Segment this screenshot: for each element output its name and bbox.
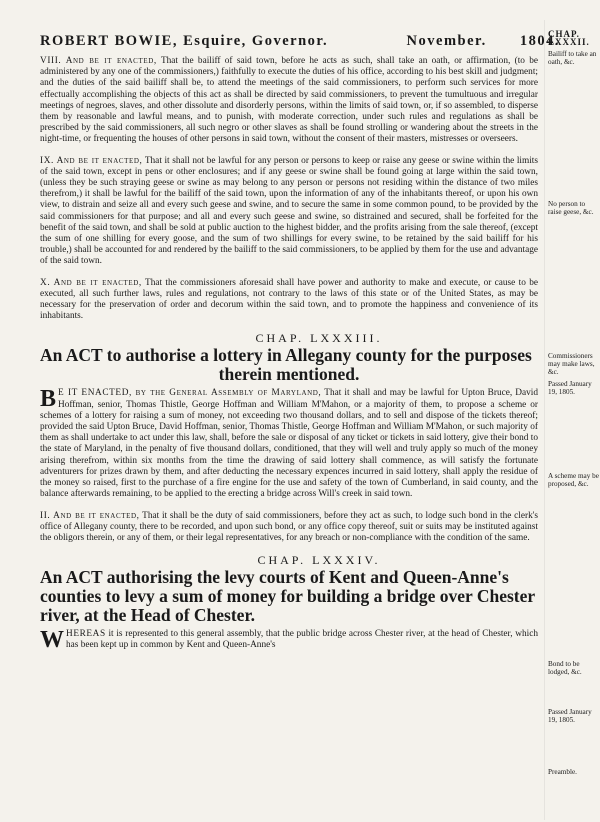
header-year: 1804.: [519, 33, 560, 49]
section-text: That it shall be the duty of said commissioners, before they act as such, to lodge such bond in the clerk's office of Allegany county, there to be recorded, and upon such bond, or any office copy thereof, suit or suits may be instituted against the obligors therein, or any of them, or their legal representatives, for any breach or non-compliance with the condition of the same.: [40, 510, 539, 543]
margin-chap-note: CHAP. LXXXII.: [548, 29, 590, 47]
act-title-lxxxiv: [40, 568, 538, 625]
section-lead: HEREAS: [66, 629, 106, 640]
section-lead: X. And be it enacted,: [40, 277, 142, 288]
running-header: [40, 33, 560, 50]
section-lead: VIII. And be it enacted,: [40, 56, 157, 66]
margin-note-preamble: Preamble.: [548, 768, 577, 776]
chapter-heading-lxxxiii: CHAP. LXXXIII.: [255, 331, 383, 346]
act-title-lxxxiii: [40, 346, 538, 384]
lxxxiii-section-i: [40, 388, 538, 500]
section-text: That it shall not be lawful for any person or persons to keep or raise any geese or swine within the limits of the said town, except in pens or other enclosures; and if any geese or swine shall be found going at large within the said town, (unless they be such straying geese or swine as may belong to any person or persons not residing within the distance of two miles therefrom,) it shall be lawful for the bailiff of the said town, upon the information of any of the inhabitants thereof, or upon his own view, to distrain and seize all and every such geese and swine, and to secure the same in some common pound, to be provided by the said commissioners for that purpose; and all and every such geese and swine, so distrained and secured, shall be forfeited for the benefit of the said town, and shall be sold at public auction to the highest bidder, and the profits arising from the sale thereof, (except the sum of one shilling for every goose, and the sum of two shillings for every swine, to be retained by the said bailiff for his trouble,) shall be accounted for and rendered by the bailiff to the said commissioners, to be applied by them for the use and advantage of the said town.: [40, 155, 538, 267]
section-lead: E IT ENACTED, by the General Assembly of Maryland,: [58, 388, 322, 399]
section-viii: [40, 56, 538, 146]
act-title-line: counties to levy a sum of money for building a bridge over Chester: [40, 586, 536, 607]
act-title-line: An ACT to authorise a lottery in Allegany county for the purposes: [40, 345, 532, 366]
margin-note-no-geese: No person to raise geese, &c.: [548, 200, 594, 216]
section-lead: IX. And be it enacted,: [40, 155, 143, 166]
section-text: That it shall and may be lawful for Upton Bruce, David Hoffman, senior, Thomas Thistle, George Hoffman and William M'Mahon, or a majority of them, to propose a scheme or schemes of a lottery for raising a sum of money, not exceeding two thousand dollars, and to sell and dispose of the tickets thereof; provided the said Upton Bruce, David Hoffman, senior, Thomas Thistle, George Hoffman and William M'Mahon, or such majority of them as shall undertake to act under this law, shall, before the sale or disposal of any ticket or tickets in said lottery, give their bond to the state of Maryland, in the penalty of five thousand dollars, conditioned, that they will well and truly apply so much of the money arising therefrom, within six months from the time the drawing of said lottery shall commence, as will satisfy the fortunate adventurers for prizes drawn by them, and after deducting the necessary expences incurred in said lottery, shall apply the residue of the money so raised, first to the purchase of a fire engine for the use and safety of the town of Cumberland, in said county, and the balance afterwards remaining, to be applied to the erecting a bridge across Will's creek in said town.: [40, 388, 538, 500]
margin-divider: [544, 20, 545, 820]
lxxxiii-section-ii: [40, 511, 538, 545]
page-body: [40, 56, 538, 652]
margin-note-scheme: A scheme may be proposed, &c.: [548, 472, 599, 488]
drop-cap: W: [40, 627, 64, 654]
lxxxiv-preamble: [40, 627, 538, 654]
section-x: [40, 278, 538, 323]
act-title-line: therein mentioned.: [218, 364, 360, 385]
section-text: That the commissioners aforesaid shall have power and authority to make and execute, or cause to be executed, all such further laws, rules and regulations, not contrary to the laws of this state or of the United States, as may be necessary for the preservation of order and decorum within the said town, and to promote the happiness and convenience of its inhabitants.: [40, 277, 538, 322]
running-title: ROBERT BOWIE, Esquire, Governor.: [40, 33, 329, 49]
margin-note-passed-lxxxiii: Passed January 19, 1805.: [548, 380, 592, 396]
section-ix: [40, 156, 538, 268]
margin-note-bond: Bond to be lodged, &c.: [548, 660, 582, 676]
section-text: it is represented to this general assembly, that the public bridge across Chester river, at the head of Chester, which has been kept up in common by Kent and Queen-Anne's: [66, 629, 538, 651]
drop-cap: B: [40, 386, 57, 413]
margin-note-commissioners-laws: Commissioners may make laws, &c.: [548, 352, 595, 376]
margin-note-bailiff-oath: Bailiff to take an oath, &c.: [548, 50, 597, 66]
section-text: That the bailiff of said town, before he acts as such, shall take an oath, or affirmation, (to be administered by any one of the commissioners,) faithfully to execute the duties of his office, according to his best skill and judgment; and the duties of the said bailiff shall be, to attend the meetings of the said commissioners, to perform such services for more effectually accomplishing the objects of this act as shall be directed by said commissioners, to prevent the tumultuous and irregular meetings of negroes, slaves, and other dissolute and disorderly persons, within the limits of said town, or, if so assembled, to disperse them by reasonable and lawful means, and to punish, with moderate correction, under such rules and regulations as shall be prescribed by the said commissioners, all such negro or other slaves as shall be found strolling or wandering about the streets in the night-time, or frequenting the houses of other persons in said town, without the consent of their masters, mistresses or overseers.: [40, 56, 539, 145]
act-title-line: An ACT authorising the levy courts of Kent and Queen-Anne's: [40, 567, 509, 588]
chapter-heading-lxxxiv: CHAP. LXXXIV.: [257, 553, 381, 568]
section-lead: II. And be it enacted,: [40, 510, 140, 521]
header-month: November.: [406, 33, 487, 49]
act-title-line: river, at the Head of Chester.: [40, 605, 255, 626]
margin-note-passed-lxxxiv: Passed January 19, 1805.: [548, 708, 592, 724]
